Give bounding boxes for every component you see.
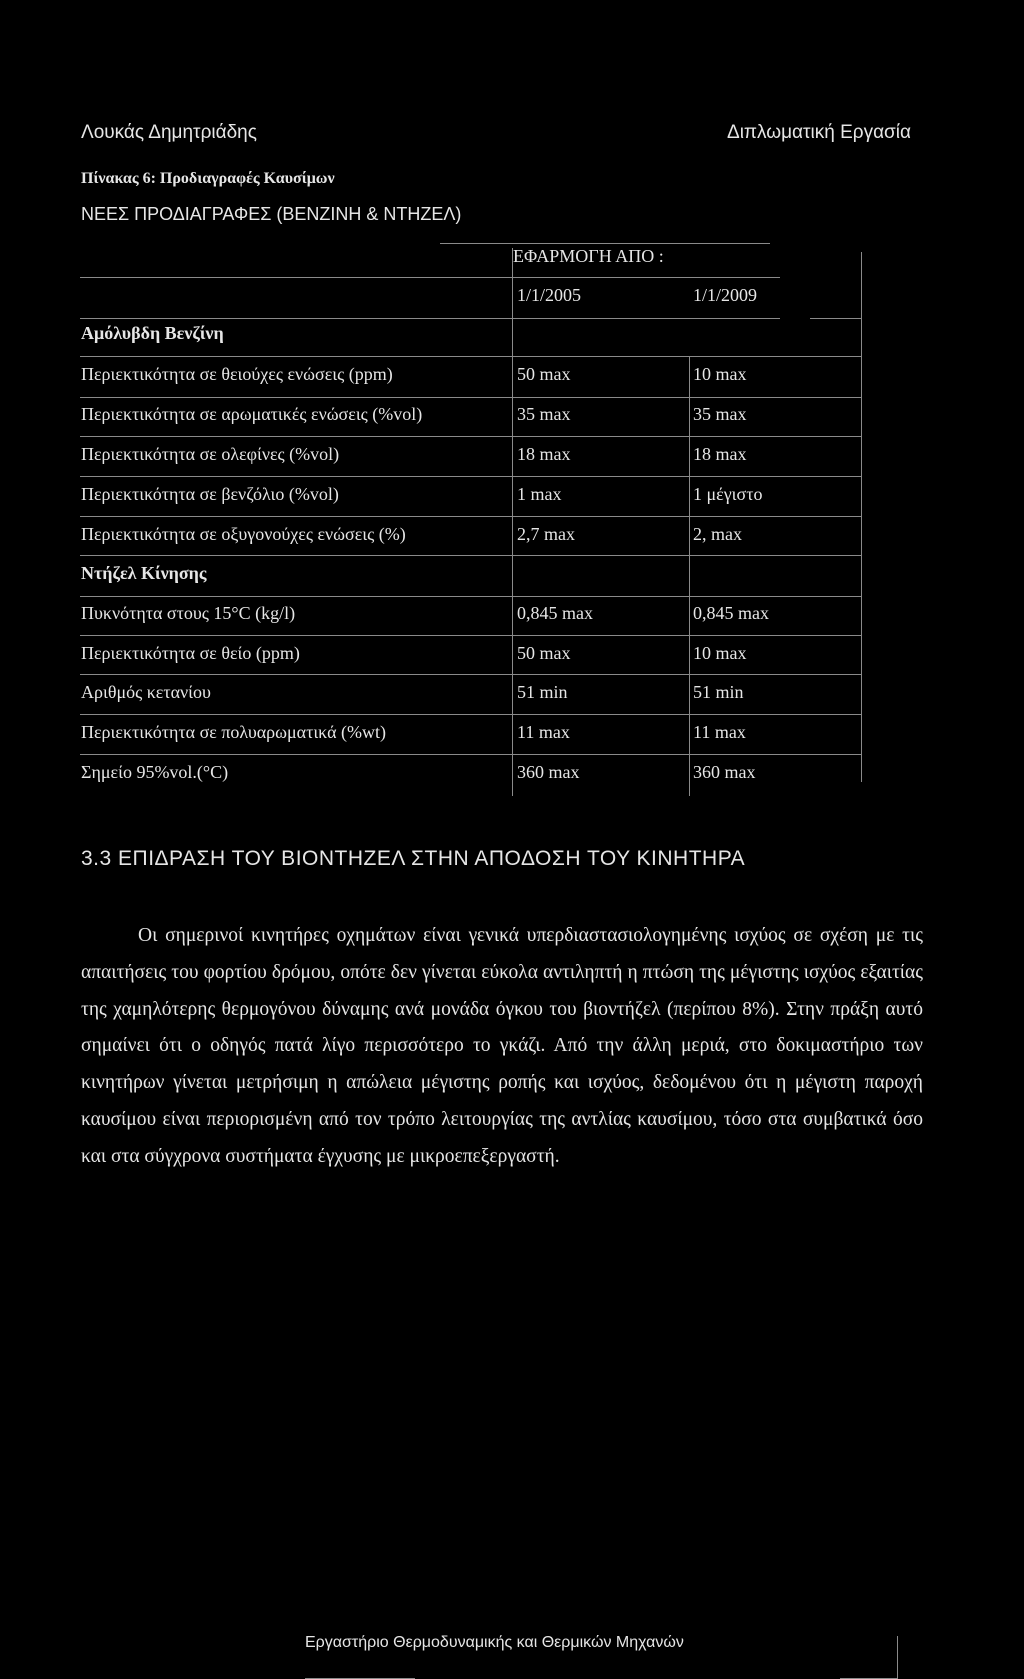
table-subtitle: ΝΕΕΣ ΠΡΟΔΙΑΓΡΑΦΕΣ (ΒΕΝΖΙΝΗ & ΝΤΗΖΕΛ)	[81, 204, 462, 224]
row-label: Σημείο 95%vol.(°C)	[81, 762, 229, 782]
row-label: Περιεκτικότητα σε οξυγονούχες ενώσεις (%)	[81, 524, 406, 544]
value-2009: 10 max	[693, 643, 747, 663]
table-caption: Πίνακας 6: Προδιαγραφές Καυσίμων	[81, 170, 335, 187]
row-label: Περιεκτικότητα σε βενζόλιο (%vol)	[81, 484, 339, 504]
row-label: Αριθμός κετανίου	[81, 682, 211, 702]
footer-text: Εργαστήριο Θερμοδυναμικής και Θερμικών Μηχανών	[305, 1634, 684, 1651]
value-2005: 50 max	[517, 364, 571, 384]
row-label: Περιεκτικότητα σε πολυαρωματικά (%wt)	[81, 722, 386, 742]
row-label: Περιεκτικότητα σε ολεφίνες (%vol)	[81, 444, 340, 464]
body-paragraph: Οι σημερινοί κινητήρες οχημάτων είναι γενικά υπερδιαστασιολογημένης ισχύος σε σχέση με τις απαιτήσεις του φορτίου δρόμου, οπότε δεν γίνεται εύκολα αντιληπτή η πτώση της μέγιστης ισχύος εξαιτίας της χαμηλότερης θερμογόνου δύναμης ανά μονάδα όγκου του βιοντήζελ (περίπου 8%). Στην πράξη αυτό σημαίνει ότι ο οδηγός πατά λίγο περισσότερο το γκάζι. Από την άλλη μεριά, στο δοκιμαστήριο των κινητήρων γίνεται μετρήσιμη η απώλεια μέγιστης ροπής και ισχύος, δεδομένου ότι η μέγιστη παροχή καυσίμου είναι περιορισμένη από τον τρόπο λειτουργίας της αντλίας καυσίμου, τόσο στα συμβατικά όσο και στα σύγχρονα συστήματα έγχυσης με μικροεπεξεργαστή.	[81, 925, 923, 1167]
value-2009: 18 max	[693, 444, 747, 464]
author-name: Λουκάς Δημητριάδης	[81, 122, 257, 143]
section-title-gasoline: Αμόλυβδη Βενζίνη	[81, 323, 224, 343]
row-label: Πυκνότητα στους 15°C (kg/l)	[81, 603, 296, 623]
date-2005: 1/1/2005	[517, 285, 582, 305]
application-label: ΕΦΑΡΜΟΓΗ ΑΠΟ :	[513, 246, 664, 266]
row-label: Περιεκτικότητα σε θειούχες ενώσεις (ppm)	[81, 364, 393, 384]
value-2009: 0,845 max	[693, 603, 769, 623]
row-label: Περιεκτικότητα σε αρωματικές ενώσεις (%vol)	[81, 404, 423, 424]
value-2005: 2,7 max	[517, 524, 575, 544]
document-type: Διπλωματική Εργασία	[727, 122, 911, 143]
value-2009: 1 μέγιστο	[693, 484, 763, 504]
value-2009: 51 min	[693, 682, 744, 702]
section-title-diesel: Ντήζελ Κίνησης	[81, 563, 207, 583]
value-2005: 0,845 max	[517, 603, 593, 623]
value-2009: 10 max	[693, 364, 747, 384]
value-2005: 11 max	[517, 722, 570, 742]
value-2009: 2, max	[693, 524, 742, 544]
value-2005: 360 max	[517, 762, 580, 782]
value-2005: 35 max	[517, 404, 571, 424]
value-2005: 1 max	[517, 484, 562, 504]
value-2005: 51 min	[517, 682, 568, 702]
date-2009: 1/1/2009	[693, 285, 758, 305]
section-heading: 3.3 ΕΠΙΔΡΑΣΗ ΤΟΥ ΒΙΟΝΤΗΖΕΛ ΣΤΗΝ ΑΠΟΔΟΣΗ ΤΟΥ ΚΙΝΗΤΗΡΑ	[81, 847, 746, 870]
value-2009: 35 max	[693, 404, 747, 424]
value-2005: 18 max	[517, 444, 571, 464]
row-label: Περιεκτικότητα σε θείο (ppm)	[81, 643, 300, 663]
value-2009: 360 max	[693, 762, 756, 782]
value-2005: 50 max	[517, 643, 571, 663]
value-2009: 11 max	[693, 722, 746, 742]
